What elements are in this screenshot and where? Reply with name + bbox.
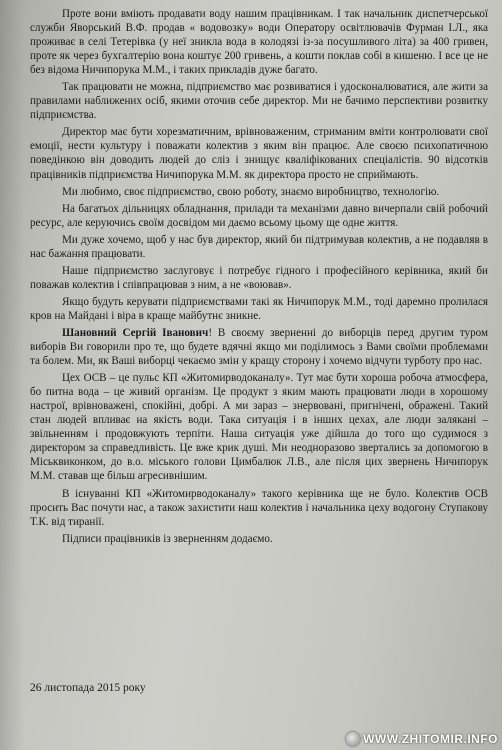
paragraph-signatures: Підписи працівників із зверненням додаємо. <box>62 532 273 545</box>
paragraph-want-director: Ми дуже хочемо, щоб у нас був директор, який би підтримував колектив, а не подавляв в нас бажання працювати. <box>30 233 488 260</box>
paragraph-development: Так працювати не можна, підприємство має розвиватися і удосконалюватися, але жити за правилами наближених осіб, якими оточив себе директор. Ми не бачимо перспективи розвитку підприємства. <box>30 81 488 122</box>
paragraph-love-enterprise: Ми любимо, своє підприємство, свою роботу, знаємо виробництво, технологію. <box>62 185 440 198</box>
paragraph-director-qualities: Директор має бути хорезматичним, врівноваженим, стриманим вміти контролювати свої емоції, нести культуру і поважати колектив з яким він працює. Але своєю психопатичною поведінкою він доводить людей до сліз і знищує кваліфікованих спеціалістів. 90 відсотків працівників підприємства Ничипорука М.М. як директора просто не сприймають. <box>30 126 488 181</box>
watermark <box>346 732 498 746</box>
paragraph-maidan: Якщо будуть керувати підприємствами такі як Ничипорук М.М., тоді даремно пролилася кров на Майдані і віра в краще майбутнє зникне. <box>30 295 488 322</box>
salutation-body: ! В своєму зверненні до виборців перед другим туром виборів Ви говорили про те, що будете вдячні якщо ми поділимось з Вами своїми проблемами та болем. Ми, як Ваші виборці чекаємо змін у кращу сторону і хочемо відчути турботу про нас. <box>30 326 489 368</box>
salutation: Шановний Сергій Іванович <box>62 326 209 339</box>
paragraph-deserves-leader: Наше підприємство заслуговує і потребує гідного і професійного керівника, який би поважав колектив і співпрацював з ним, а не «воював». <box>30 264 488 291</box>
document-date: 26 листопада 2015 року <box>30 682 146 694</box>
paragraph-water-sale: Проте вони вміють продавати воду нашим працівникам. І так начальник диспетчерської служби Яворський В.Ф. продав « водовозку» води Оператору освітлювачів Фурман І.Л., яка проживає в селі Тетерівка (у неї зникла вода в колодязі із-за посушливого літа) за 400 гривен, проте як через бухгалтерію вона коштує 200 гривень, а кошти поклав собі в кишеню. І все це не без відома Ничипорука М.М., і таких прикладів дуже багато. <box>30 8 488 77</box>
paragraph-address-mayor <box>30 326 488 368</box>
paragraph-request: В існуванні КП «Житомирводоканалу» такого керівника ще не було. Колектив ОСВ просить Вас почути нас, а також захистити наш колектив і начальника цеху водогону Ступакову Т.К. від тиранії. <box>30 487 488 528</box>
paragraph-osv-pulse: Цех ОСВ – це пульс КП «Житомирводоканалу». Тут має бути хороша робоча атмосфера, бо питна вода – це живий організм. Це продукт з яким мають працювати люди в хорошому настрої, врівноважені, спокійні, добрі. А ми зараз – знервовані, пригнічені, ображені. Такий стан людей впливає на якість води. Така ситуація і в інших цехах, але люди залякані – звільненням і продовжують терпіти. Наша ситуація уже дійшла до того що судимося з директором за справедливість. Це вже крик душі. Ми неодноразово звертались за допомогою в Міськвиконком, до в.о. міського голови Цимбалюк Л.В., але після цих звернень Ничипорук М.М. ставав ще більш агресивнішим. <box>30 372 488 483</box>
site-logo-icon <box>346 732 360 746</box>
paragraph-equipment: На багатьох дільницях обладнання, прилади та механізми давно вичерпали свій робочий ресурс, але керуючись своїм досвідом ми даємо всьому цьому ще одне життя. <box>30 202 488 229</box>
watermark-text: WWW.ZHITOMIR.INFO <box>363 732 498 746</box>
